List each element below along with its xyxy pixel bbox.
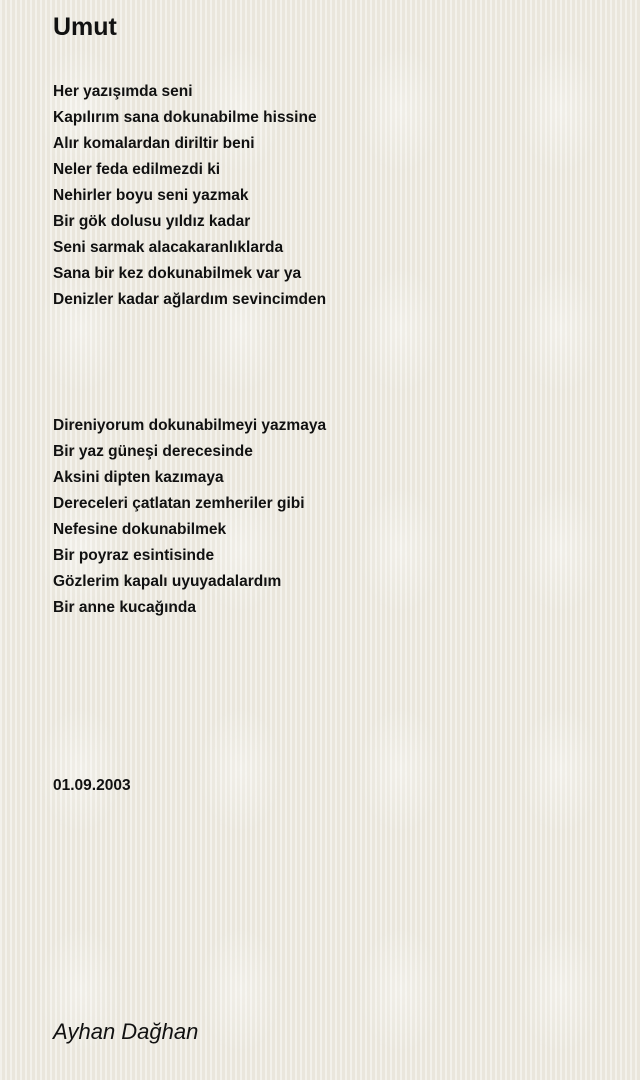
verse-line: Seni sarmak alacakaranlıklarda — [53, 239, 284, 256]
verse-line: Neler feda edilmezdi ki — [53, 161, 221, 178]
verse-line: Gözlerim kapalı uyuyadalardım — [53, 573, 282, 590]
verse-line: Aksini dipten kazımaya — [53, 469, 224, 486]
poem-title: Umut — [53, 13, 117, 41]
verse-line: Nefesine dokunabilmek — [53, 521, 227, 538]
verse-line: Dereceleri çatlatan zemheriler gibi — [53, 495, 305, 512]
verse-line: Direniyorum dokunabilmeyi yazmaya — [53, 417, 327, 434]
verse-line: Alır komalardan diriltir beni — [53, 135, 255, 152]
verse-line: Bir yaz güneşi derecesinde — [53, 443, 253, 460]
stanza-1 — [53, 79, 326, 313]
verse-line: Bir anne kucağında — [53, 599, 196, 616]
stanza-2 — [53, 413, 326, 621]
verse-line: Nehirler boyu seni yazmak — [53, 187, 249, 204]
verse-line: Bir gök dolusu yıldız kadar — [53, 213, 251, 230]
verse-line: Sana bir kez dokunabilmek var ya — [53, 265, 302, 282]
verse-line: Bir poyraz esintisinde — [53, 547, 215, 564]
verse-line: Her yazışımda seni — [53, 83, 193, 100]
verse-line: Kapılırım sana dokunabilme hissine — [53, 109, 317, 126]
poem-date: 01.09.2003 — [53, 777, 131, 794]
verse-line: Denizler kadar ağlardım sevincimden — [53, 291, 327, 308]
poem-author: Ayhan Dağhan — [53, 1019, 199, 1044]
